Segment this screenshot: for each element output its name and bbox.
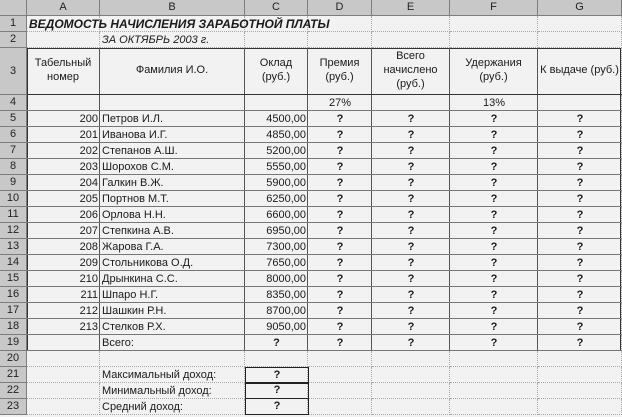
name-cell[interactable]: Петров И.Л.: [102, 112, 164, 125]
tab-number-cell[interactable]: 213: [79, 320, 98, 333]
tab-number-cell[interactable]: 211: [80, 288, 98, 301]
header-deductions[interactable]: Удержания (руб.): [450, 48, 538, 95]
payout-cell[interactable]: ?: [576, 288, 584, 301]
deduction-cell[interactable]: ?: [490, 128, 498, 141]
salary-cell[interactable]: 7650,00: [266, 256, 306, 269]
cell-f21[interactable]: [450, 367, 538, 383]
sheet-title[interactable]: ВЕДОМОСТЬ НАЧИСЛЕНИЯ ЗАРАБОТНОЙ ПЛАТЫ: [29, 17, 330, 31]
stat-label[interactable]: Средний доход:: [102, 400, 183, 413]
cell-g4[interactable]: [538, 95, 622, 111]
cell-g22[interactable]: [538, 383, 622, 399]
column-header-g[interactable]: G: [538, 0, 622, 16]
cell-e23[interactable]: [372, 399, 450, 415]
row-rule: [27, 190, 622, 191]
deduction-cell[interactable]: ?: [490, 288, 498, 301]
salary-cell[interactable]: 7300,00: [266, 240, 306, 253]
name-cell[interactable]: Степанов А.Ш.: [102, 144, 178, 157]
deduction-cell[interactable]: ?: [490, 224, 498, 237]
cell-a4[interactable]: [27, 95, 100, 111]
deduction-cell[interactable]: ?: [490, 240, 498, 253]
payout-cell[interactable]: ?: [576, 256, 584, 269]
bonus-cell[interactable]: ?: [336, 304, 344, 317]
total-cell[interactable]: ?: [407, 224, 415, 237]
bonus-cell[interactable]: ?: [336, 272, 344, 285]
cell-b4[interactable]: [100, 95, 245, 111]
name-cell[interactable]: Дрынкина С.С.: [102, 272, 178, 285]
cell-a22[interactable]: [27, 383, 100, 399]
row-rule: [27, 94, 622, 95]
tab-number-cell[interactable]: 200: [79, 112, 98, 125]
row-header-18[interactable]: 18: [0, 319, 27, 335]
row-header-21[interactable]: 21: [0, 367, 27, 383]
salary-cell[interactable]: 5550,00: [266, 160, 306, 173]
deduction-cell[interactable]: ?: [490, 160, 498, 173]
cell-b20[interactable]: [100, 351, 245, 367]
total-cell[interactable]: ?: [407, 160, 415, 173]
payout-cell[interactable]: ?: [576, 176, 584, 189]
row-header-14[interactable]: 14: [0, 255, 27, 271]
payout-cell[interactable]: ?: [576, 272, 584, 285]
header-total[interactable]: Всего начислено (руб.): [372, 48, 450, 95]
cell-c20[interactable]: [245, 351, 308, 367]
cell-g23[interactable]: [538, 399, 622, 415]
header-tab-number[interactable]: Табельный номер: [27, 48, 100, 95]
row-header-2[interactable]: 2: [0, 32, 27, 48]
totals-label[interactable]: Всего:: [102, 336, 134, 349]
row-header-23[interactable]: 23: [0, 399, 27, 415]
row-rule: [27, 174, 622, 175]
cell-e20[interactable]: [372, 351, 450, 367]
cell-a23[interactable]: [27, 399, 100, 415]
bonus-cell[interactable]: ?: [336, 208, 344, 221]
payout-cell[interactable]: ?: [576, 112, 584, 125]
total-cell[interactable]: ?: [407, 288, 415, 301]
row-header-6[interactable]: 6: [0, 127, 27, 143]
row-header-19[interactable]: 19: [0, 335, 27, 351]
stat-value[interactable]: ?: [245, 367, 309, 384]
bonus-cell[interactable]: ?: [336, 240, 344, 253]
totals-salary[interactable]: ?: [273, 336, 280, 349]
tab-number-cell[interactable]: 207: [79, 224, 98, 237]
deduction-cell[interactable]: ?: [490, 192, 498, 205]
name-cell[interactable]: Портнов М.Т.: [102, 192, 169, 205]
total-cell[interactable]: ?: [407, 128, 415, 141]
tab-number-cell[interactable]: 212: [79, 304, 98, 317]
deduction-cell[interactable]: ?: [490, 176, 498, 189]
bonus-cell[interactable]: ?: [336, 160, 344, 173]
name-cell[interactable]: Стольникова О.Д.: [102, 256, 194, 269]
total-cell[interactable]: ?: [407, 320, 415, 333]
salary-cell[interactable]: 8000,00: [266, 272, 306, 285]
tab-number-cell[interactable]: 205: [79, 192, 98, 205]
cell-f23[interactable]: [450, 399, 538, 415]
name-cell[interactable]: Орлова Н.Н.: [102, 208, 166, 221]
row-header-17[interactable]: 17: [0, 303, 27, 319]
row-header-16[interactable]: 16: [0, 287, 27, 303]
deduction-cell[interactable]: ?: [490, 256, 498, 269]
tab-number-cell[interactable]: 202: [79, 144, 98, 157]
row-header-22[interactable]: 22: [0, 383, 27, 399]
bonus-cell[interactable]: ?: [336, 320, 344, 333]
deduction-rate[interactable]: 13%: [482, 96, 506, 109]
total-cell[interactable]: ?: [407, 208, 415, 221]
cell-d21[interactable]: [308, 367, 372, 383]
payout-cell[interactable]: ?: [576, 128, 584, 141]
cell-d23[interactable]: [308, 399, 372, 415]
salary-cell[interactable]: 6600,00: [266, 208, 306, 221]
bonus-cell[interactable]: ?: [336, 128, 344, 141]
column-header-c[interactable]: C: [245, 0, 308, 16]
bonus-cell[interactable]: ?: [336, 176, 344, 189]
row-rule: [27, 206, 622, 207]
payout-cell[interactable]: ?: [576, 320, 584, 333]
tab-number-cell[interactable]: 201: [79, 128, 98, 141]
row-header-12[interactable]: 12: [0, 223, 27, 239]
header-payout[interactable]: К выдаче (руб.): [538, 48, 622, 95]
payout-cell[interactable]: ?: [576, 160, 584, 173]
row-rule: [27, 142, 622, 143]
cell-f22[interactable]: [450, 383, 538, 399]
cell-a20[interactable]: [27, 351, 100, 367]
total-cell[interactable]: ?: [407, 112, 415, 125]
total-cell[interactable]: ?: [407, 304, 415, 317]
salary-cell[interactable]: 6250,00: [266, 192, 306, 205]
row-rule: [27, 318, 622, 319]
total-cell[interactable]: ?: [407, 272, 415, 285]
header-name[interactable]: Фамилия И.О.: [100, 48, 245, 95]
column-header-b[interactable]: B: [100, 0, 245, 16]
row-header-10[interactable]: 10: [0, 191, 27, 207]
payout-cell[interactable]: ?: [576, 144, 584, 157]
total-cell[interactable]: ?: [407, 240, 415, 253]
row-header-7[interactable]: 7: [0, 143, 27, 159]
tab-number-cell[interactable]: 209: [79, 256, 98, 269]
row-rule: [27, 334, 622, 335]
stat-label[interactable]: Минимальный доход:: [102, 384, 212, 397]
cell-a19[interactable]: [27, 335, 100, 351]
name-cell[interactable]: Жарова Г.А.: [102, 240, 164, 253]
payout-cell[interactable]: ?: [576, 224, 584, 237]
row-header-9[interactable]: 9: [0, 175, 27, 191]
row-rule: [27, 254, 622, 255]
totals-payout[interactable]: ?: [576, 336, 584, 349]
row-rule: [27, 222, 622, 223]
deduction-cell[interactable]: ?: [490, 272, 498, 285]
cell-e22[interactable]: [372, 383, 450, 399]
totals-deductions[interactable]: ?: [490, 336, 498, 349]
cell-a2[interactable]: [27, 32, 100, 48]
tab-number-cell[interactable]: 206: [79, 208, 98, 221]
deduction-cell[interactable]: ?: [490, 208, 498, 221]
stat-value[interactable]: ?: [245, 382, 309, 399]
name-cell[interactable]: Шпаро Н.Г.: [102, 288, 159, 301]
cell-a21[interactable]: [27, 367, 100, 383]
column-header-f[interactable]: F: [450, 0, 538, 16]
row-header-20[interactable]: 20: [0, 351, 27, 367]
row-rule: [27, 350, 622, 351]
payout-cell[interactable]: ?: [576, 304, 584, 317]
totals-total[interactable]: ?: [407, 336, 415, 349]
name-cell[interactable]: Стелков Р.Х.: [102, 320, 166, 333]
name-cell[interactable]: Шашкин Р.Н.: [102, 304, 167, 317]
cell-e21[interactable]: [372, 367, 450, 383]
salary-cell[interactable]: 5200,00: [266, 144, 306, 157]
payout-cell[interactable]: ?: [576, 240, 584, 253]
cell-g20[interactable]: [538, 351, 622, 367]
salary-cell[interactable]: 8700,00: [266, 304, 306, 317]
deduction-cell[interactable]: ?: [490, 304, 498, 317]
bonus-cell[interactable]: ?: [336, 112, 344, 125]
salary-cell[interactable]: 6950,00: [266, 224, 306, 237]
row-rule: [27, 302, 622, 303]
cell-d22[interactable]: [308, 383, 372, 399]
stat-value[interactable]: ?: [245, 398, 309, 415]
select-all-corner[interactable]: [0, 0, 27, 16]
salary-cell[interactable]: 4850,00: [266, 128, 306, 141]
bonus-cell[interactable]: ?: [336, 192, 344, 205]
column-header-e[interactable]: E: [372, 0, 450, 16]
row-header-4[interactable]: 4: [0, 95, 27, 111]
payout-cell[interactable]: ?: [576, 208, 584, 221]
name-cell[interactable]: Иванова И.Г.: [102, 128, 168, 141]
total-cell[interactable]: ?: [407, 176, 415, 189]
name-cell[interactable]: Шорохов С.М.: [102, 160, 174, 173]
stat-label[interactable]: Максимальный доход:: [102, 368, 217, 381]
bonus-cell[interactable]: ?: [336, 144, 344, 157]
cell-c4[interactable]: [245, 95, 308, 111]
header-salary[interactable]: Оклад (руб.): [245, 48, 308, 95]
cell-d20[interactable]: [308, 351, 372, 367]
row-header-11[interactable]: 11: [0, 207, 27, 223]
tab-number-cell[interactable]: 208: [79, 240, 98, 253]
column-header-a[interactable]: A: [27, 0, 100, 16]
bonus-cell[interactable]: ?: [336, 224, 344, 237]
row-header-15[interactable]: 15: [0, 271, 27, 287]
payout-cell[interactable]: ?: [576, 192, 584, 205]
row-rule: [27, 158, 622, 159]
row-header-5[interactable]: 5: [0, 111, 27, 127]
cell-g21[interactable]: [538, 367, 622, 383]
salary-cell[interactable]: 8350,00: [266, 288, 306, 301]
name-cell[interactable]: Степкина А.В.: [102, 224, 174, 237]
row-rule: [27, 238, 622, 239]
totals-bonus[interactable]: ?: [336, 336, 344, 349]
deduction-cell[interactable]: ?: [490, 320, 498, 333]
row-rule: [27, 270, 622, 271]
tab-number-cell[interactable]: 210: [79, 272, 98, 285]
salary-cell[interactable]: 4500,00: [266, 112, 306, 125]
row-header-13[interactable]: 13: [0, 239, 27, 255]
row-header-1[interactable]: 1: [0, 16, 27, 32]
total-cell[interactable]: ?: [407, 144, 415, 157]
header-bonus[interactable]: Премия (руб.): [308, 48, 372, 95]
row-rule: [27, 110, 622, 111]
tab-number-cell[interactable]: 204: [79, 176, 98, 189]
row-header-3[interactable]: 3: [0, 48, 27, 95]
name-cell[interactable]: Галкин В.Ж.: [102, 176, 164, 189]
deduction-cell[interactable]: ?: [490, 112, 498, 125]
cell-e4[interactable]: [372, 95, 450, 111]
total-cell[interactable]: ?: [407, 192, 415, 205]
cell-f20[interactable]: [450, 351, 538, 367]
row-rule: [27, 126, 622, 127]
deduction-cell[interactable]: ?: [490, 144, 498, 157]
bonus-rate[interactable]: 27%: [328, 96, 352, 109]
column-header-d[interactable]: D: [308, 0, 372, 16]
row-header-8[interactable]: 8: [0, 159, 27, 175]
tab-number-cell[interactable]: 203: [79, 160, 98, 173]
bonus-cell[interactable]: ?: [336, 256, 344, 269]
total-cell[interactable]: ?: [407, 256, 415, 269]
row-rule: [27, 286, 622, 287]
sheet-subtitle[interactable]: ЗА ОКТЯБРЬ 2003 г.: [102, 33, 210, 46]
salary-cell[interactable]: 9050,00: [266, 320, 306, 333]
bonus-cell[interactable]: ?: [336, 288, 344, 301]
salary-cell[interactable]: 5900,00: [266, 176, 306, 189]
